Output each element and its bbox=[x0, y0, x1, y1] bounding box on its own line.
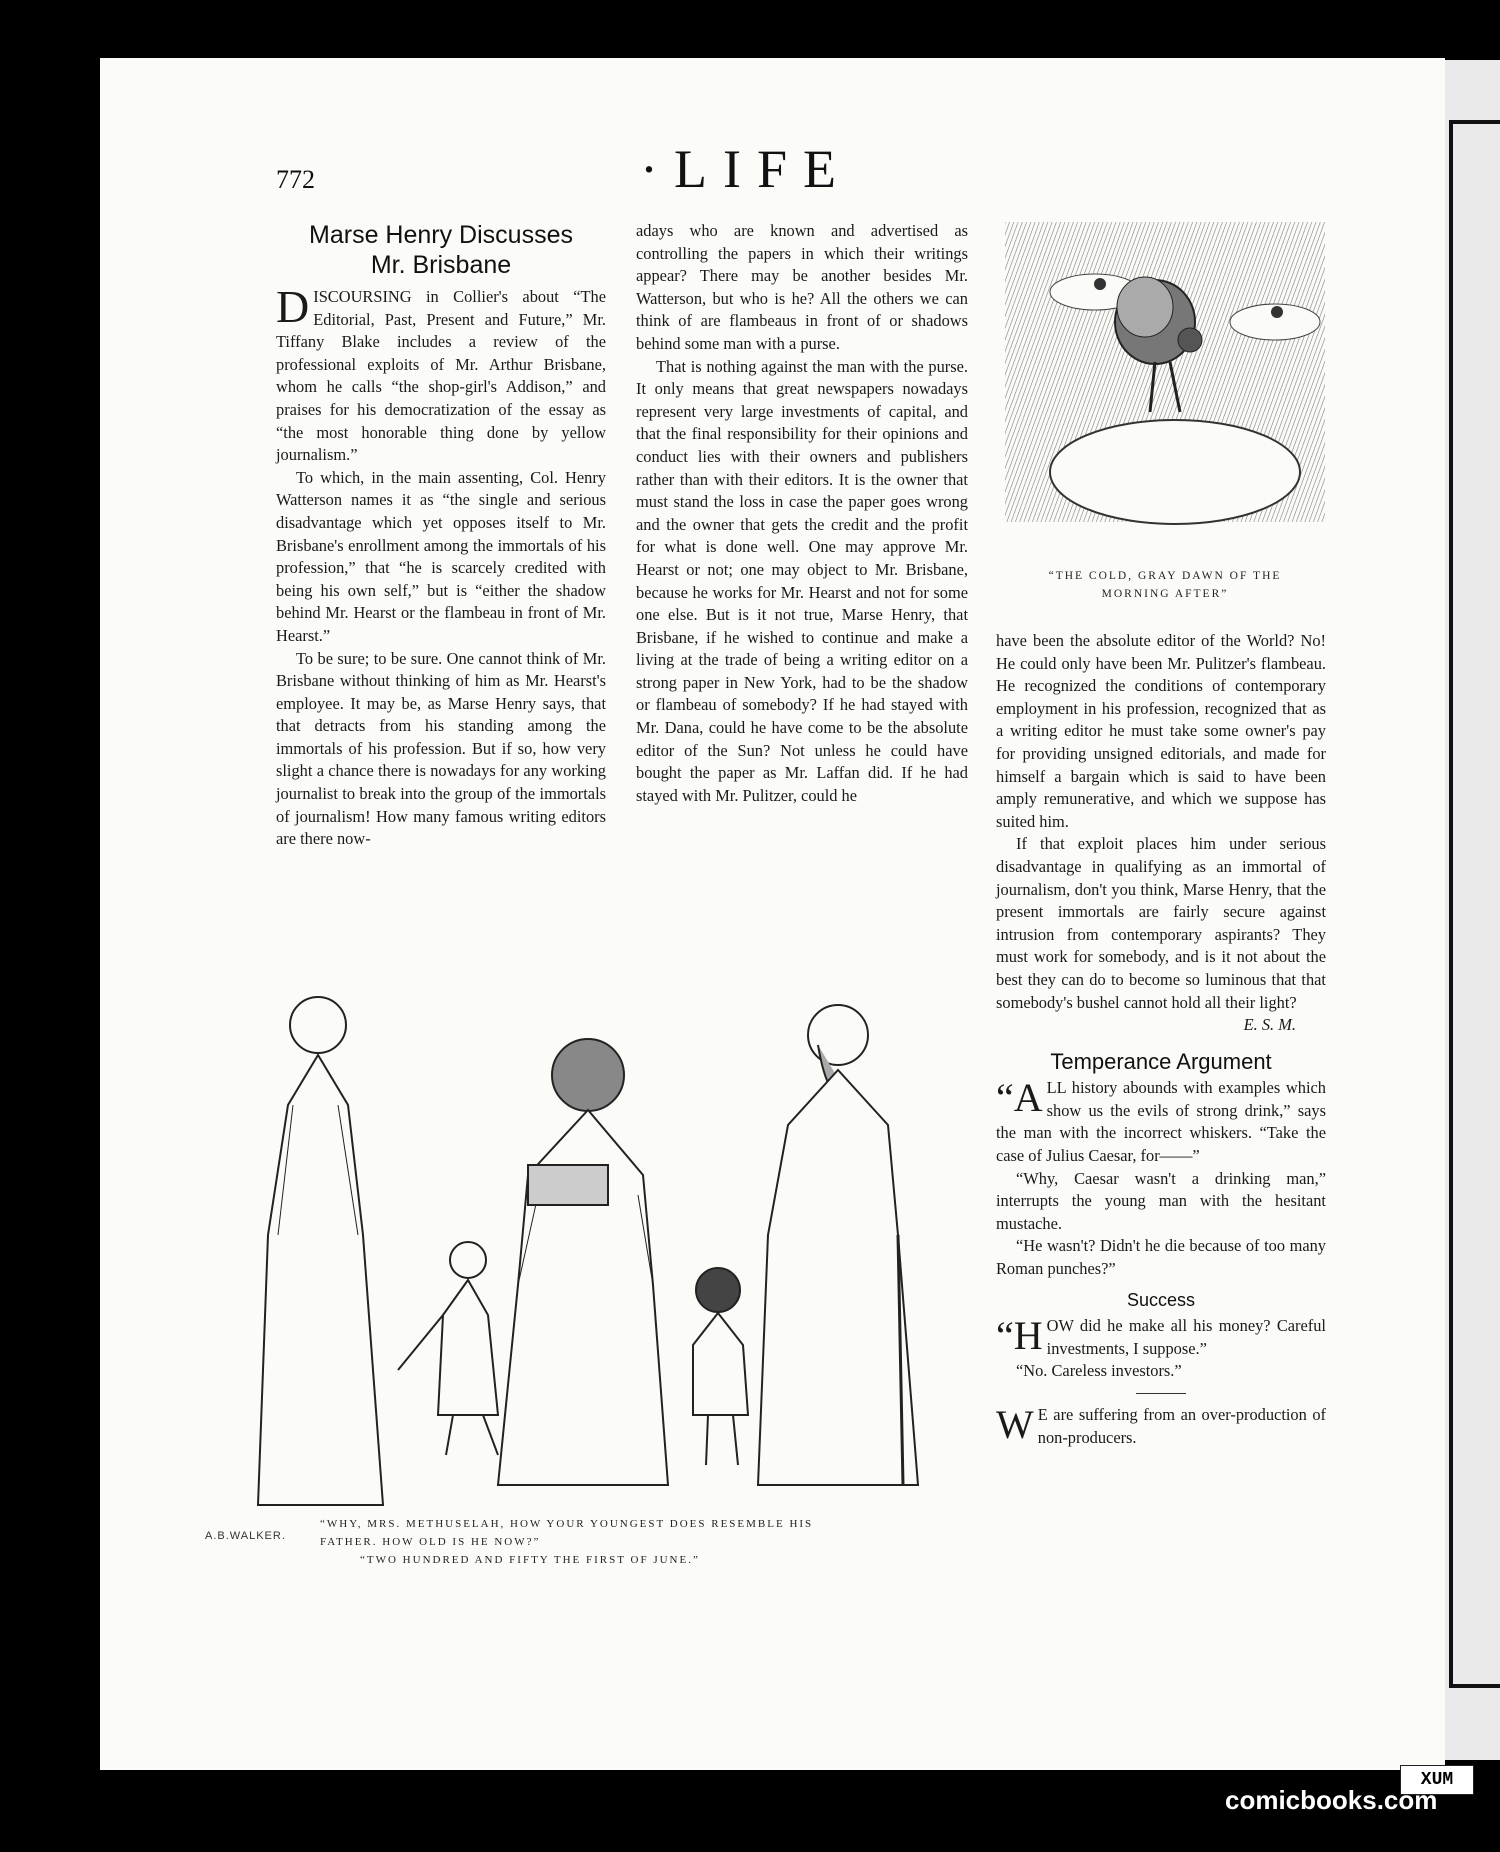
column-2 bbox=[636, 220, 968, 807]
scan-stamp: XUM bbox=[1400, 1765, 1474, 1795]
paragraph: DISCOURSING in Collier's about “The Editorial, Past, Present and Future,” Mr. Tiffany Blake includes a review of the professional exploits of Mr. Arthur Brisbane, whom he calls “the shop-girl's Addison,” and praises for his democratization of the essay as “the most honorable thing done by yellow journalism.” bbox=[276, 281, 606, 465]
drop-cap: “A bbox=[996, 1075, 1043, 1121]
methuselah-cartoon bbox=[198, 985, 978, 1520]
paragraph: “HOW did he make all his money? Careful investments, I suppose.” bbox=[996, 1313, 1326, 1359]
paragraph: adays who are known and advertised as controlling the papers in which their writings appear? There may be another besides Mr. Watterson, but who is he? All the others we can think of are flambeaus in front of or shadows behind some man with a purse. bbox=[636, 221, 968, 353]
drop-cap: “H bbox=[996, 1313, 1043, 1359]
paragraph: have been the absolute editor of the World? No! He could only have been Mr. Pulitzer's flambeau. He recognized the conditions of contemporary employment in his profession, recognized that as a writing editor he must take some owner's pay for providing unsigned editorials, and made for himself a bargain which is said to have been amply remunerative, and which we suppose has suited him. bbox=[996, 631, 1326, 831]
page-number: 772 bbox=[276, 165, 315, 194]
cartoon-caption-top: “THE COLD, GRAY DAWN OF THE MORNING AFTER” bbox=[1048, 570, 1282, 600]
drop-cap: D bbox=[276, 281, 310, 332]
paragraph: W E are suffering from an over-production of non-producers. bbox=[996, 1402, 1326, 1447]
paragraph: “Why, Caesar wasn't a drinking man,” interrupts the young man with the hesitant mustache. bbox=[996, 1168, 1326, 1233]
column-3 bbox=[996, 630, 1326, 1449]
temperance-title: Temperance Argument bbox=[1050, 1048, 1272, 1074]
paragraph: To be sure; to be sure. One cannot think of Mr. Brisbane without thinking of him as Mr. Hearst's employee. It may be, as Marse Henry says, that that detracts from his standing among the immortals of his profession. But if so, how very slight a chance there is nowadays for any working journalist to break into the group of the immortals of journalism! How many famous writing editors are there now- bbox=[276, 648, 606, 849]
cartoon-caption-main: “WHY, MRS. METHUSELAH, HOW YOUR YOUNGEST DOES RESEMBLE HIS FATHER. HOW OLD IS HE NOW?” “TWO HUNDRED AND FIFTY THE FIRST OF JUNE.” bbox=[320, 1518, 814, 1566]
paragraph: If that exploit places him under serious disadvantage in qualifying as an immortal of journalism, don't you think, Marse Henry, that the present immortals are fairly secure against intrusion from contemporary aspirants? They must work for somebody, and is it not about the best they can do to become so luminous that that somebody's bushel cannot hold all their light? bbox=[996, 834, 1326, 1012]
paragraph: “He wasn't? Didn't he die because of too many Roman punches?” bbox=[996, 1236, 1326, 1279]
turkey-cartoon bbox=[1005, 222, 1325, 552]
masthead: ·LIFE bbox=[640, 139, 852, 199]
drop-cap: W bbox=[996, 1402, 1034, 1447]
success-title: Success bbox=[1126, 1289, 1196, 1310]
artist-signature: A.B.WALKER. bbox=[205, 1530, 286, 1542]
adjacent-page-edge bbox=[1438, 60, 1500, 1760]
divider bbox=[1136, 1393, 1186, 1394]
column-1 bbox=[276, 220, 606, 851]
paragraph: That is nothing against the man with the purse. It only means that great newspapers nowadays represent very large investments of capital, and that the final responsibility for their opinions and conduct lies with their owners and publishers rather than with their editors. It is the owner that must stand the loss in case the paper goes wrong and the owner that gets the credit and the profit for what is done well. One may approve Mr. Hearst or not; one may object to Mr. Brisbane, because he works for Mr. Hearst and not for some one else. But is it not true, Marse Henry, that Brisbane, if he wished to continue and make a living at the trade of being a writing editor on a strong paper in New York, had to be the shadow or flambeau of somebody? If he had stayed with Mr. Dana, could he have come to be the absolute editor of the Sun? Not unless he could have bought the paper as Mr. Laffan did. If he had stayed with Mr. Pulitzer, could he bbox=[636, 356, 968, 805]
paragraph: “No. Careless investors.” bbox=[1016, 1361, 1182, 1381]
watermark: comicbooks.com bbox=[1225, 1785, 1438, 1815]
author-signature: E. S. M. bbox=[1243, 1015, 1296, 1035]
article-title: Marse Henry Discusses Mr. Brisbane bbox=[309, 221, 573, 279]
paragraph: To which, in the main assenting, Col. Henry Watterson names it as “the single and serious disadvantage which yet opposes itself to Mr. Brisbane's enrollment among the immortals of his profession,” that “he is scarcely credited with being his own self,” but is “either the shadow behind Mr. Hearst or the flambeau in front of Mr. Hearst.” bbox=[276, 467, 606, 645]
paragraph: “ALL history abounds with examples which show us the evils of strong drink,” says the man with the incorrect whiskers. “Take the case of Julius Caesar, for——” bbox=[996, 1075, 1326, 1166]
